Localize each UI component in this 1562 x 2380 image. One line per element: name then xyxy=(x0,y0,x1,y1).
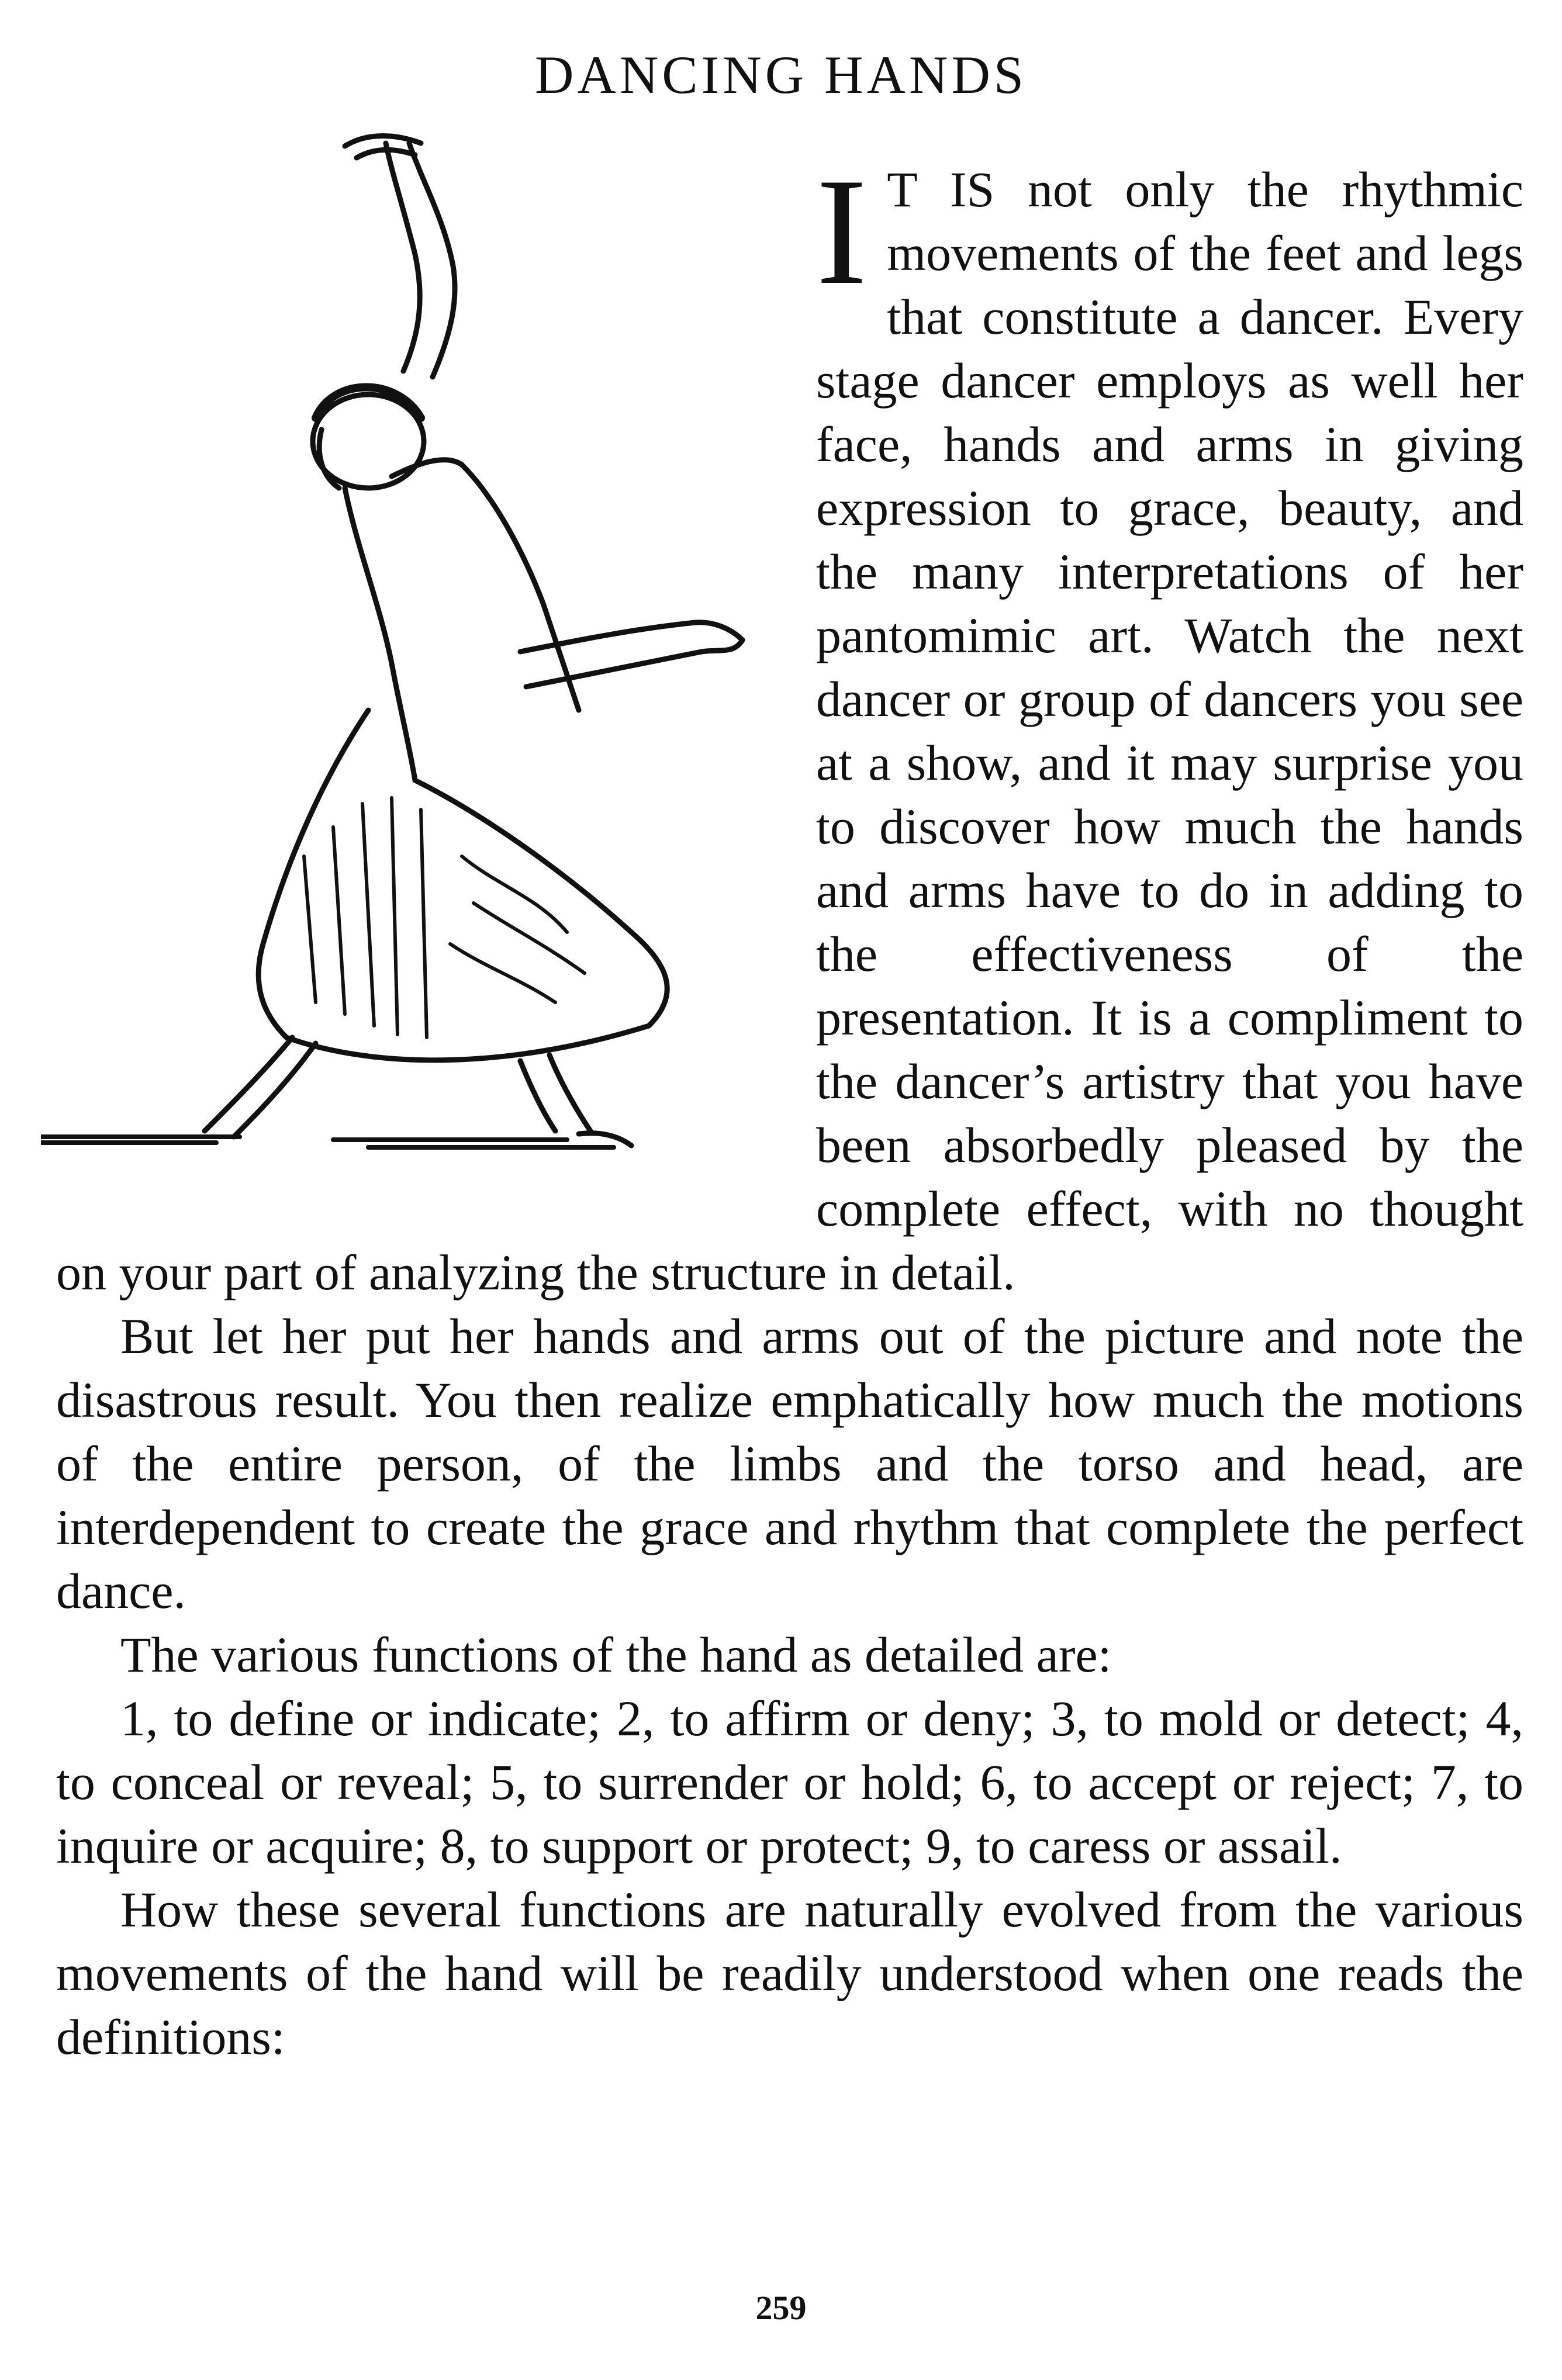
body-text xyxy=(56,147,1523,2069)
page-number: 259 xyxy=(755,2289,807,2327)
paragraph-1-text: T IS not only the rhythmic movements of the feet and legs that constitute a dancer. Every stage dancer employs as well her face, hands and arms in giving expression to grace, beauty, and the many interpretations of her pantomimic art. Watch the next dancer or group of dancers you see at a show, and it may surprise you to discover how much the hands and arms have to do in adding to the effectiveness of the presentation. It is a compliment to the dancer’s artistry that you have been absorbedly pleased by the complete effect, with no thought on your part of analyzing the structure in detail. xyxy=(56,161,1523,1300)
page-title: DANCING HANDS xyxy=(534,45,1028,105)
paragraph-4: 1, to define or indicate; 2, to affirm or deny; 3, to mold or detect; 4, to conceal or reveal; 5, to surrender or hold; 6, to accept or reject; 7, to inquire or acquire; 8, to support or protect; 9, to caress or assail. xyxy=(56,1690,1523,1874)
paragraph-2: But let her put her hands and arms out of the picture and note the disastrous result. You then realize emphatically how much the motions of the entire person, of the limbs and the torso and head, are interdependent to create the grace and rhythm that complete the perfect dance. xyxy=(56,1308,1523,1619)
paragraph-3: The various functions of the hand as detailed are: xyxy=(120,1627,1112,1683)
paragraph-5: How these several functions are naturally evolved from the various movements of the hand will be readily understood when one reads the definitions: xyxy=(56,1881,1523,2065)
illustration-space xyxy=(56,158,816,1192)
drop-cap: I xyxy=(816,147,868,316)
